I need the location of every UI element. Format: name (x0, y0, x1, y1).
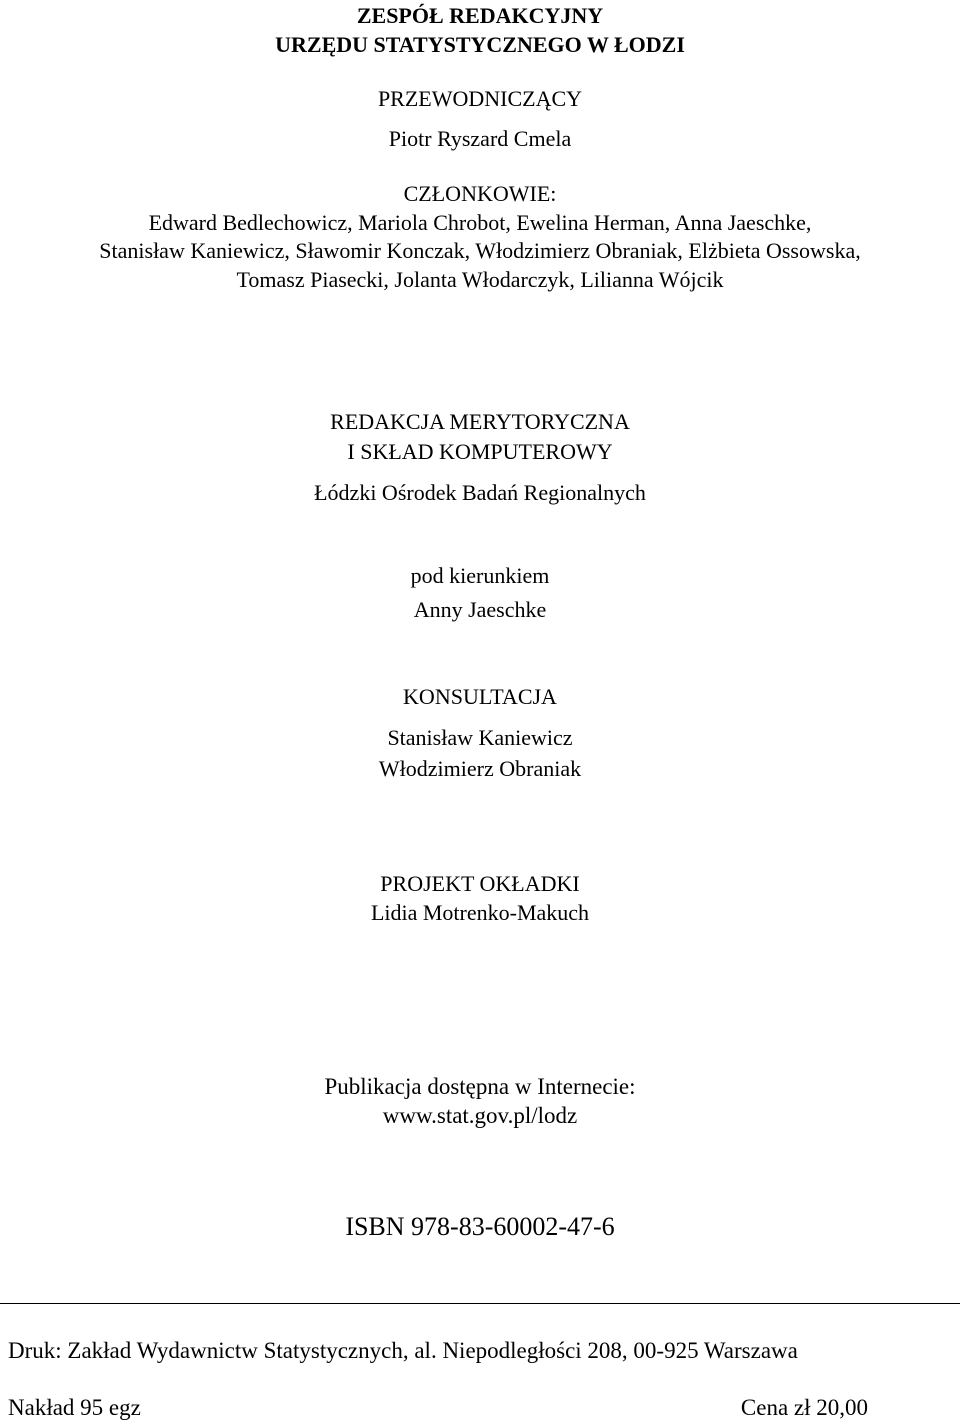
print-info: Druk: Zakład Wydawnictw Statystycznych, al. Niepodległości 208, 00-925 Warszawa (8, 1338, 798, 1363)
footer-divider (0, 1303, 960, 1304)
editing-under: pod kierunkiem (410, 563, 550, 588)
editing-organization: Łódzki Ośrodek Badań Regionalnych (314, 480, 646, 505)
title-line-1: ZESPÓŁ REDAKCYJNY (356, 3, 604, 28)
editing-lead: Anny Jaeschke (413, 597, 547, 622)
editing-heading-line-2: I SKŁAD KOMPUTEROWY (347, 439, 613, 464)
chair-name: Piotr Ryszard Cmela (388, 126, 572, 151)
consultation-name-2: Włodzimierz Obraniak (378, 756, 582, 781)
members-line-2: Stanisław Kaniewicz, Sławomir Konczak, Włodzimierz Obraniak, Elżbieta Ossowska, (99, 238, 861, 263)
members-line-3: Tomasz Piasecki, Jolanta Włodarczyk, Lilianna Wójcik (236, 267, 724, 292)
editing-heading-line-1: REDAKCJA MERYTORYCZNA (330, 409, 630, 434)
members-heading: CZŁONKOWIE: (403, 181, 557, 206)
chair-heading: PRZEWODNICZĄCY (377, 86, 583, 111)
price-info: Cena zł 20,00 (740, 1395, 868, 1420)
consultation-heading: KONSULTACJA (403, 684, 557, 709)
online-text: Publikacja dostępna w Internecie: (324, 1074, 636, 1099)
circulation-info: Nakład 95 egz (8, 1395, 141, 1420)
isbn: ISBN 978-83-60002-47-6 (345, 1212, 615, 1241)
title-line-2: URZĘDU STATYSTYCZNEGO W ŁODZI (275, 32, 685, 57)
consultation-name-1: Stanisław Kaniewicz (387, 725, 573, 750)
cover-name: Lidia Motrenko-Makuch (370, 900, 590, 925)
members-line-1: Edward Bedlechowicz, Mariola Chrobot, Ewelina Herman, Anna Jaeschke, (148, 210, 812, 235)
online-url: www.stat.gov.pl/lodz (382, 1103, 578, 1128)
cover-heading: PROJEKT OKŁADKI (380, 871, 580, 896)
